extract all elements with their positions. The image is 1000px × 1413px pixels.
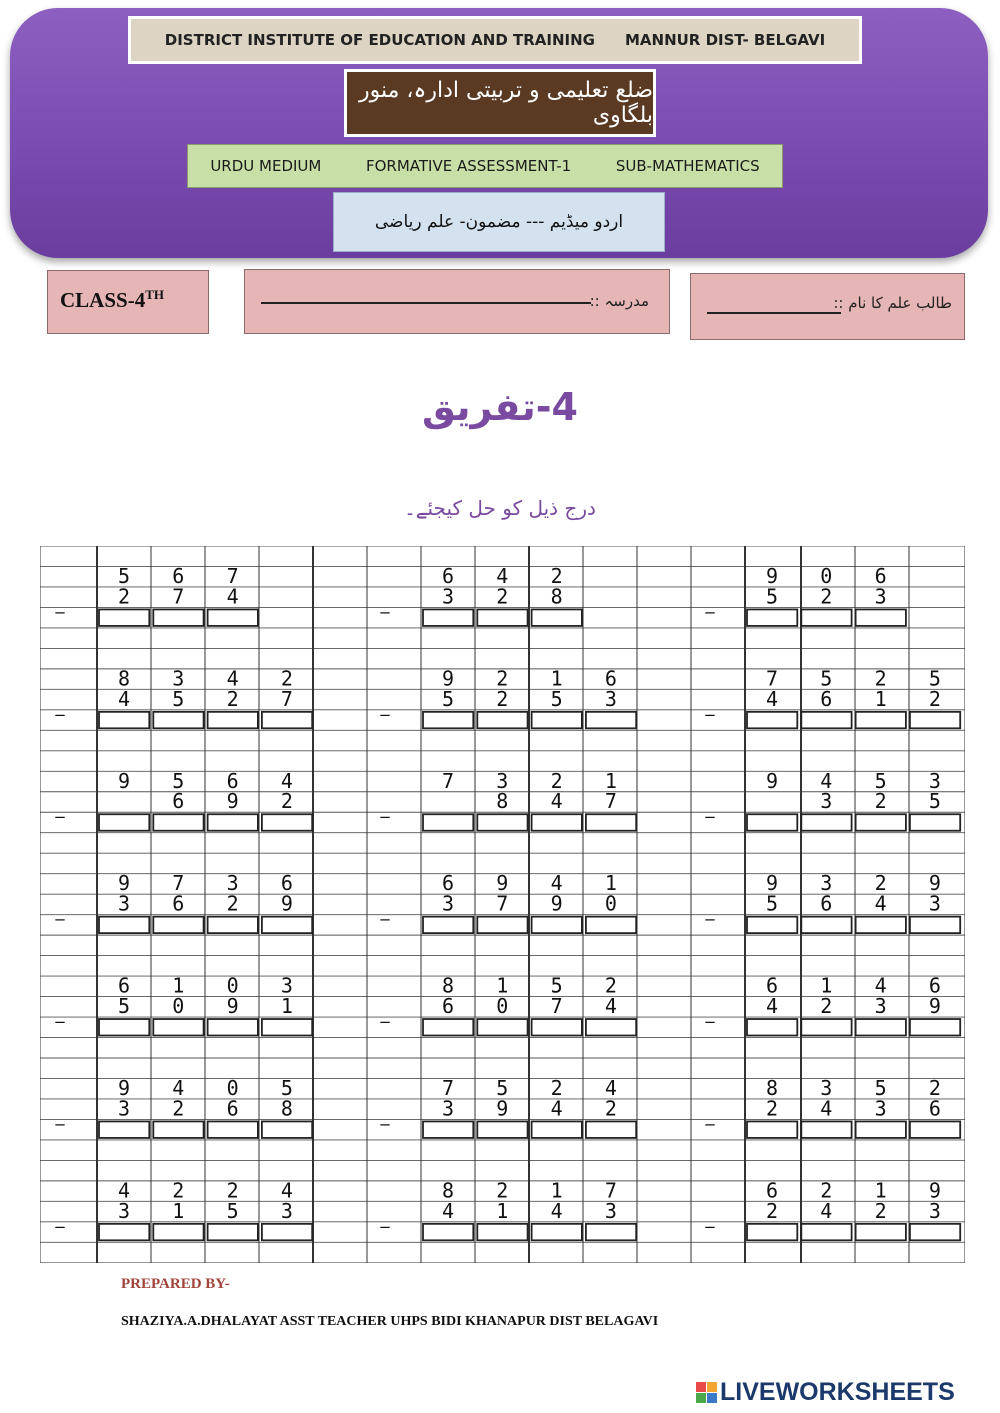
- answer-box[interactable]: [586, 1019, 636, 1035]
- bottom-digit: 3: [874, 1096, 887, 1121]
- answer-box[interactable]: [99, 609, 149, 625]
- bottom-digit: 3: [280, 1198, 293, 1223]
- bottom-digit: 1: [496, 1198, 509, 1223]
- bottom-digit: 5: [550, 686, 563, 711]
- class-superscript: TH: [145, 287, 164, 302]
- bottom-digit: 6: [820, 686, 833, 711]
- assessment-label: FORMATIVE ASSESSMENT-1: [366, 157, 572, 175]
- student-label: طالب علم کا نام ::: [833, 294, 952, 312]
- bottom-digit: 5: [226, 1198, 239, 1223]
- top-digit: 0: [226, 973, 239, 998]
- answer-box[interactable]: [856, 814, 906, 830]
- bottom-digit: 3: [604, 686, 617, 711]
- bottom-digit: 4: [117, 686, 131, 711]
- logo-tile-1: [696, 1382, 706, 1392]
- top-digit: 8: [441, 973, 455, 998]
- bottom-digit: 2: [117, 584, 131, 609]
- institute-title-box: [128, 16, 862, 64]
- bottom-digit: 3: [928, 891, 941, 916]
- minus-sign: _: [55, 695, 65, 717]
- bottom-digit: 2: [765, 1096, 779, 1121]
- bottom-digit: 3: [117, 891, 131, 916]
- minus-sign: _: [705, 593, 715, 615]
- answer-box[interactable]: [801, 1019, 851, 1035]
- answer-box[interactable]: [423, 917, 473, 933]
- answer-box[interactable]: [262, 1121, 312, 1137]
- bottom-digit: 6: [172, 789, 185, 814]
- answer-box[interactable]: [801, 1121, 851, 1137]
- author-credit: SHAZIYA.A.DHALAYAT ASST TEACHER UHPS BIDI KHANAPUR DIST BELAGAVI: [121, 1314, 659, 1329]
- minus-sign: _: [380, 593, 390, 615]
- answer-box[interactable]: [747, 609, 797, 625]
- bottom-digit: 8: [280, 1096, 293, 1121]
- school-name-line[interactable]: [261, 302, 591, 304]
- bottom-digit: 2: [874, 1198, 887, 1223]
- top-digit: 9: [441, 666, 455, 691]
- answer-box[interactable]: [910, 1019, 960, 1035]
- top-digit: 6: [765, 1178, 779, 1203]
- answer-box[interactable]: [153, 814, 203, 830]
- lesson-title: 4-تفریق: [421, 385, 578, 429]
- answer-box[interactable]: [423, 1019, 473, 1035]
- bottom-digit: 4: [874, 891, 887, 916]
- top-digit: 1: [550, 1178, 563, 1203]
- bottom-digit: 8: [550, 584, 563, 609]
- bottom-digit: 9: [928, 994, 941, 1019]
- top-digit: 9: [928, 871, 941, 896]
- bottom-digit: 2: [928, 686, 941, 711]
- answer-box[interactable]: [99, 1224, 149, 1240]
- answer-box[interactable]: [801, 1224, 851, 1240]
- answer-box[interactable]: [910, 1224, 960, 1240]
- top-digit: 3: [928, 768, 941, 793]
- minus-sign: _: [55, 798, 65, 820]
- top-digit: 6: [172, 563, 185, 588]
- answer-box[interactable]: [910, 814, 960, 830]
- answer-box[interactable]: [99, 1019, 149, 1035]
- top-digit: 4: [550, 871, 563, 896]
- bottom-digit: 3: [441, 584, 455, 609]
- answer-box[interactable]: [477, 1121, 527, 1137]
- answer-box[interactable]: [532, 1224, 582, 1240]
- bottom-digit: 5: [765, 891, 779, 916]
- answer-box[interactable]: [747, 1224, 797, 1240]
- top-digit: 9: [765, 871, 779, 896]
- bottom-digit: 2: [172, 1096, 185, 1121]
- top-digit: 2: [928, 1075, 941, 1100]
- answer-box[interactable]: [153, 917, 203, 933]
- top-digit: 4: [280, 768, 293, 793]
- top-digit: 3: [496, 768, 509, 793]
- answer-box[interactable]: [153, 1019, 203, 1035]
- answer-box[interactable]: [477, 1019, 527, 1035]
- answer-box[interactable]: [153, 1121, 203, 1137]
- top-digit: 9: [496, 871, 509, 896]
- bottom-digit: 1: [874, 686, 887, 711]
- bottom-digit: 6: [441, 994, 455, 1019]
- bottom-digit: 1: [172, 1198, 185, 1223]
- bottom-digit: 8: [496, 789, 509, 814]
- student-name-line[interactable]: [707, 312, 841, 314]
- bottom-digit: 5: [172, 686, 185, 711]
- answer-box[interactable]: [262, 1224, 312, 1240]
- minus-sign: _: [380, 695, 390, 717]
- answer-box[interactable]: [262, 712, 312, 728]
- bottom-digit: 4: [765, 686, 779, 711]
- bottom-digit: 3: [928, 1198, 941, 1223]
- bottom-digit: 7: [604, 789, 617, 814]
- top-digit: 1: [874, 1178, 887, 1203]
- answer-box[interactable]: [208, 609, 258, 625]
- minus-sign: _: [705, 1207, 715, 1229]
- top-digit: 5: [280, 1075, 293, 1100]
- answer-box[interactable]: [856, 712, 906, 728]
- logo-tile-3: [696, 1393, 706, 1403]
- bottom-digit: 9: [550, 891, 563, 916]
- bottom-digit: 7: [280, 686, 293, 711]
- answer-box[interactable]: [262, 917, 312, 933]
- grid-svg: [40, 546, 965, 1263]
- top-digit: 6: [874, 563, 887, 588]
- top-digit: 6: [928, 973, 941, 998]
- answer-box[interactable]: [423, 609, 473, 625]
- class-box: [47, 270, 209, 334]
- bottom-digit: 2: [496, 584, 509, 609]
- minus-sign: _: [380, 1207, 390, 1229]
- answer-box[interactable]: [532, 917, 582, 933]
- bottom-digit: 3: [117, 1096, 131, 1121]
- top-digit: 2: [226, 1178, 239, 1203]
- answer-box[interactable]: [801, 814, 851, 830]
- top-digit: 5: [820, 666, 833, 691]
- answer-box[interactable]: [856, 917, 906, 933]
- bottom-digit: 2: [765, 1198, 779, 1223]
- answer-box[interactable]: [208, 1121, 258, 1137]
- top-digit: 1: [820, 973, 833, 998]
- bottom-digit: 0: [604, 891, 617, 916]
- top-digit: 4: [117, 1178, 131, 1203]
- bottom-digit: 6: [172, 891, 185, 916]
- top-digit: 2: [550, 768, 563, 793]
- subtraction-grid: [40, 546, 965, 1263]
- bottom-digit: 5: [928, 789, 941, 814]
- subject-info-box: [187, 144, 783, 188]
- top-digit: 4: [604, 1075, 617, 1100]
- answer-box[interactable]: [477, 814, 527, 830]
- top-digit: 6: [765, 973, 779, 998]
- liveworksheets-icon: [696, 1382, 717, 1403]
- top-digit: 7: [604, 1178, 617, 1203]
- answer-box[interactable]: [747, 917, 797, 933]
- minus-sign: _: [55, 900, 65, 922]
- bottom-digit: 7: [496, 891, 509, 916]
- minus-sign: _: [55, 1105, 65, 1127]
- answer-box[interactable]: [747, 712, 797, 728]
- answer-box[interactable]: [153, 609, 203, 625]
- top-digit: 0: [226, 1075, 239, 1100]
- answer-box[interactable]: [586, 712, 636, 728]
- bottom-digit: 5: [441, 686, 455, 711]
- top-digit: 2: [604, 973, 617, 998]
- top-digit: 7: [765, 666, 779, 691]
- answer-box[interactable]: [423, 814, 473, 830]
- top-digit: 0: [820, 563, 833, 588]
- top-digit: 6: [441, 563, 455, 588]
- minus-sign: _: [705, 695, 715, 717]
- bottom-digit: 2: [226, 891, 239, 916]
- bottom-digit: 9: [226, 789, 239, 814]
- answer-box[interactable]: [99, 814, 149, 830]
- top-digit: 4: [280, 1178, 293, 1203]
- answer-box[interactable]: [262, 814, 312, 830]
- top-digit: 9: [117, 871, 131, 896]
- top-digit: 2: [496, 1178, 509, 1203]
- top-digit: 6: [226, 768, 239, 793]
- bottom-digit: 7: [172, 584, 185, 609]
- answer-box[interactable]: [423, 1224, 473, 1240]
- answer-box[interactable]: [208, 712, 258, 728]
- bottom-digit: 4: [765, 994, 779, 1019]
- minus-sign: _: [705, 900, 715, 922]
- bottom-digit: 5: [765, 584, 779, 609]
- top-digit: 2: [280, 666, 293, 691]
- top-digit: 1: [604, 768, 617, 793]
- top-digit: 6: [117, 973, 131, 998]
- top-digit: 3: [820, 871, 833, 896]
- bottom-digit: 3: [117, 1198, 131, 1223]
- bottom-digit: 4: [550, 1096, 563, 1121]
- answer-box[interactable]: [856, 1121, 906, 1137]
- minus-sign: _: [55, 593, 65, 615]
- bottom-digit: 4: [550, 789, 563, 814]
- answer-box[interactable]: [477, 917, 527, 933]
- answer-box[interactable]: [532, 814, 582, 830]
- answer-box[interactable]: [99, 712, 149, 728]
- top-digit: 4: [496, 563, 509, 588]
- answer-box[interactable]: [532, 609, 582, 625]
- bottom-digit: 2: [280, 789, 293, 814]
- top-digit: 1: [604, 871, 617, 896]
- top-digit: 4: [226, 666, 239, 691]
- top-digit: 5: [874, 768, 887, 793]
- answer-box[interactable]: [856, 1224, 906, 1240]
- top-digit: 5: [496, 1075, 509, 1100]
- answer-box[interactable]: [477, 609, 527, 625]
- top-digit: 5: [874, 1075, 887, 1100]
- top-digit: 1: [550, 666, 563, 691]
- bottom-digit: 0: [496, 994, 509, 1019]
- logo-tile-4: [707, 1393, 717, 1403]
- bottom-digit: 6: [820, 891, 833, 916]
- top-digit: 1: [496, 973, 509, 998]
- liveworksheets-logo: [696, 1378, 955, 1407]
- answer-box[interactable]: [532, 1121, 582, 1137]
- top-digit: 1: [172, 973, 185, 998]
- bottom-digit: 5: [117, 994, 131, 1019]
- answer-box[interactable]: [747, 814, 797, 830]
- answer-box[interactable]: [532, 712, 582, 728]
- bottom-digit: 9: [280, 891, 293, 916]
- top-digit: 2: [874, 666, 887, 691]
- bottom-digit: 9: [496, 1096, 509, 1121]
- minus-sign: _: [380, 1003, 390, 1025]
- medium-label: URDU MEDIUM: [210, 157, 322, 175]
- logo-tile-2: [707, 1382, 717, 1392]
- institute-location: MANNUR DIST- BELGAVI: [624, 31, 826, 49]
- institute-name: DISTRICT INSTITUTE OF EDUCATION AND TRAINING: [164, 31, 595, 49]
- top-digit: 8: [441, 1178, 455, 1203]
- top-digit: 5: [172, 768, 185, 793]
- top-digit: 2: [550, 1075, 563, 1100]
- bottom-digit: 2: [820, 584, 833, 609]
- minus-sign: _: [705, 1003, 715, 1025]
- top-digit: 4: [874, 973, 887, 998]
- answer-box[interactable]: [856, 1019, 906, 1035]
- urdu-subject-label: اردو میڈیم --- مضمون- علم ریاضی: [333, 192, 665, 252]
- minus-sign: _: [380, 798, 390, 820]
- answer-box[interactable]: [99, 1121, 149, 1137]
- top-digit: 4: [820, 768, 833, 793]
- bottom-digit: 2: [874, 789, 887, 814]
- grid-items: [55, 564, 961, 1240]
- answer-box[interactable]: [747, 1121, 797, 1137]
- answer-box[interactable]: [532, 1019, 582, 1035]
- answer-box[interactable]: [910, 712, 960, 728]
- answer-box[interactable]: [801, 917, 851, 933]
- answer-box[interactable]: [153, 712, 203, 728]
- top-digit: 5: [928, 666, 941, 691]
- bottom-digit: 9: [226, 994, 239, 1019]
- bottom-digit: 3: [874, 584, 887, 609]
- answer-box[interactable]: [856, 609, 906, 625]
- top-digit: 2: [820, 1178, 833, 1203]
- answer-box[interactable]: [910, 917, 960, 933]
- subject-label: SUB-MATHEMATICS: [615, 157, 760, 175]
- urdu-institute-title: ضلع تعلیمی و تربیتی ادارہ، منور بلگاوی: [344, 69, 656, 137]
- bottom-digit: 2: [496, 686, 509, 711]
- bottom-digit: 2: [226, 686, 239, 711]
- top-digit: 2: [874, 871, 887, 896]
- top-digit: 6: [604, 666, 617, 691]
- top-digit: 3: [226, 871, 239, 896]
- answer-box[interactable]: [423, 712, 473, 728]
- answer-box[interactable]: [423, 1121, 473, 1137]
- school-name-box[interactable]: [244, 269, 670, 334]
- minus-sign: _: [705, 1105, 715, 1127]
- top-digit: 7: [226, 563, 239, 588]
- top-digit: 8: [117, 666, 131, 691]
- bottom-digit: 2: [820, 994, 833, 1019]
- bottom-digit: 3: [441, 1096, 455, 1121]
- bottom-digit: 4: [820, 1096, 833, 1121]
- answer-box[interactable]: [208, 917, 258, 933]
- top-digit: 9: [928, 1178, 941, 1203]
- top-digit: 6: [441, 871, 455, 896]
- bottom-digit: 4: [604, 994, 617, 1019]
- bottom-digit: 3: [604, 1198, 617, 1223]
- answer-box[interactable]: [477, 1224, 527, 1240]
- bottom-digit: 4: [226, 584, 239, 609]
- bottom-digit: 7: [550, 994, 563, 1019]
- minus-sign: _: [705, 798, 715, 820]
- top-digit: 5: [117, 563, 131, 588]
- answer-box[interactable]: [586, 1224, 636, 1240]
- answer-box[interactable]: [208, 814, 258, 830]
- bottom-digit: 4: [820, 1198, 833, 1223]
- bottom-digit: 1: [280, 994, 293, 1019]
- prepared-by-label: PREPARED BY-: [121, 1276, 230, 1292]
- bottom-digit: 3: [874, 994, 887, 1019]
- answer-box[interactable]: [477, 712, 527, 728]
- answer-box[interactable]: [99, 917, 149, 933]
- top-digit: 9: [117, 1075, 131, 1100]
- bottom-digit: 6: [226, 1096, 239, 1121]
- top-digit: 9: [117, 768, 131, 793]
- top-digit: 5: [550, 973, 563, 998]
- bottom-digit: 4: [550, 1198, 563, 1223]
- top-digit: 9: [765, 563, 779, 588]
- bottom-digit: 6: [928, 1096, 941, 1121]
- top-digit: 7: [441, 768, 455, 793]
- top-digit: 3: [280, 973, 293, 998]
- top-digit: 2: [172, 1178, 185, 1203]
- answer-box[interactable]: [801, 609, 851, 625]
- bottom-digit: 3: [820, 789, 833, 814]
- answer-box[interactable]: [801, 712, 851, 728]
- top-digit: 8: [765, 1075, 779, 1100]
- top-digit: 7: [441, 1075, 455, 1100]
- class-label: CLASS-4: [60, 288, 146, 312]
- school-label: مدرسہ ::: [589, 292, 649, 310]
- bottom-digit: 3: [441, 891, 455, 916]
- answer-box[interactable]: [586, 814, 636, 830]
- bottom-digit: 0: [172, 994, 185, 1019]
- top-digit: 4: [172, 1075, 185, 1100]
- bottom-digit: 4: [441, 1198, 455, 1223]
- minus-sign: _: [380, 1105, 390, 1127]
- student-name-box[interactable]: [690, 273, 965, 340]
- answer-box[interactable]: [586, 917, 636, 933]
- top-digit: 3: [820, 1075, 833, 1100]
- top-digit: 3: [172, 666, 185, 691]
- minus-sign: _: [380, 900, 390, 922]
- liveworksheets-text: LIVEWORKSHEETS: [720, 1378, 955, 1406]
- answer-box[interactable]: [910, 1121, 960, 1137]
- top-digit: 6: [280, 871, 293, 896]
- top-digit: 2: [496, 666, 509, 691]
- minus-sign: _: [55, 1207, 65, 1229]
- answer-box[interactable]: [208, 1224, 258, 1240]
- answer-box[interactable]: [747, 1019, 797, 1035]
- answer-box[interactable]: [586, 1121, 636, 1137]
- top-digit: 9: [765, 768, 779, 793]
- minus-sign: _: [55, 1003, 65, 1025]
- bottom-digit: 2: [604, 1096, 617, 1121]
- top-digit: 2: [550, 563, 563, 588]
- answer-box[interactable]: [262, 1019, 312, 1035]
- instruction-text: درج ذیل کو حل کیجئے۔: [404, 496, 596, 520]
- answer-box[interactable]: [208, 1019, 258, 1035]
- top-digit: 7: [172, 871, 185, 896]
- answer-box[interactable]: [153, 1224, 203, 1240]
